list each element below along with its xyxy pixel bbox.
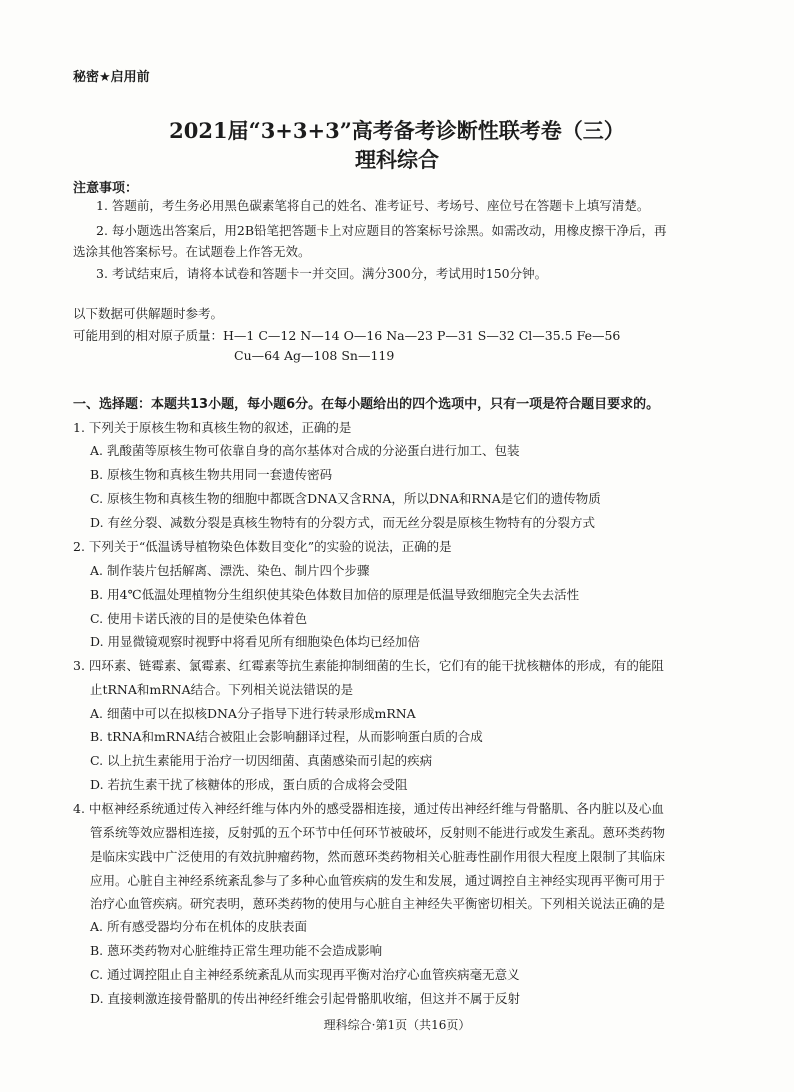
question-3-option-a: A. 细菌中可以在拟核DNA分子指导下进行转录形成mRNA	[90, 706, 416, 721]
question-4-option-d: D. 直接刺激连接骨骼肌的传出神经纤维会引起骨骼肌收缩，但这并不属于反射	[90, 991, 521, 1006]
question-2-option-a: A. 制作装片包括解离、漂洗、染色、制片四个步骤	[90, 563, 370, 578]
atomic-masses: 可能用到的相对原子质量：H—1 C—12 N—14 O—16 Na—23 P—31 S—32 Cl—35.5 Fe—56	[73, 328, 621, 343]
reference-intro: 以下数据可供解题时参考。	[73, 306, 224, 321]
question-4-stem-line4: 应用。心脏自主神经系统紊乱参与了多种心血管疾病的发生和发展，通过调控自主神经实现再平衡可用于	[90, 873, 666, 888]
question-4-stem: 4. 中枢神经系统通过传入神经纤维与体内外的感受器相连接，通过传出神经纤维与骨骼肌、各内脏以及心血	[73, 801, 664, 816]
notes-heading: 注意事项：	[73, 181, 139, 196]
question-1-option-b: B. 原核生物和真核生物共用同一套遗传密码	[90, 467, 333, 482]
question-1-option-a: A. 乳酸菌等原核生物可依靠自身的高尔基体对合成的分泌蛋白进行加工、包装	[90, 443, 520, 458]
question-3-stem-cont: 止tRNA和mRNA结合。下列相关说法错误的是	[90, 682, 354, 697]
page-footer: 理科综合·第1页（共16页）	[323, 1018, 471, 1032]
question-2-option-d: D. 用显微镜观察时视野中将看见所有细胞染色体均已经加倍	[90, 634, 421, 649]
question-3-stem: 3. 四环素、链霉素、氯霉素、红霉素等抗生素能抑制细菌的生长，它们有的能干扰核糖体的形成，有的能阻	[73, 658, 664, 673]
question-1-option-c: C. 原核生物和真核生物的细胞中都既含DNA又含RNA，所以DNA和RNA是它们的遗传物质	[90, 491, 601, 506]
question-2-option-b: B. 用4℃低温处理植物分生组织使其染色体数目加倍的原理是低温导致细胞完全失去活性	[90, 587, 580, 602]
atomic-masses-cont: Cu—64 Ag—108 Sn—119	[234, 348, 395, 363]
question-3-option-c: C. 以上抗生素能用于治疗一切因细菌、真菌感染而引起的疾病	[90, 753, 433, 768]
question-1-stem: 1. 下列关于原核生物和真核生物的叙述，正确的是	[73, 420, 352, 435]
question-2-stem: 2. 下列关于“低温诱导植物染色体数目变化”的实验的说法，正确的是	[73, 539, 452, 554]
note-item-1: 1. 答题前，考生务必用黑色碳素笔将自己的姓名、准考证号、考场号、座位号在答题卡上填写清楚。	[96, 198, 650, 213]
note-item-3: 3. 考试结束后，请将本试卷和答题卡一并交回。满分300分，考试用时150分钟。	[96, 266, 548, 281]
confidential-label: 秘密★启用前	[73, 70, 150, 85]
exam-subject: 理科综合	[355, 147, 439, 172]
question-2-option-c: C. 使用卡诺氏液的目的是使染色体着色	[90, 611, 308, 626]
question-4-stem-line2: 管系统等效应器相连接，反射弧的五个环节中任何环节被破坏，反射则不能进行或发生紊乱。蒽环类药物	[90, 825, 666, 840]
question-4-option-b: B. 蒽环类药物对心脏维持正常生理功能不会造成影响	[90, 943, 383, 958]
question-3-option-d: D. 若抗生素干扰了核糖体的形成，蛋白质的合成将会受阻	[90, 777, 408, 792]
section-heading: 一、选择题：本题共13小题，每小题6分。在每小题给出的四个选项中，只有一项是符合题目要求的。	[73, 397, 660, 412]
note-item-2-cont: 选涂其他答案标号。在试题卷上作答无效。	[73, 244, 311, 259]
question-4-stem-line3: 是临床实践中广泛使用的有效抗肿瘤药物，然而蒽环类药物相关心脏毒性副作用很大程度上限制了其临床	[90, 849, 666, 864]
question-4-option-a: A. 所有感受器均分布在机体的皮肤表面	[90, 919, 307, 934]
exam-title: 2021届“3+3+3”高考备考诊断性联考卷（三）	[169, 118, 625, 143]
question-4-stem-line5: 治疗心血管疾病。研究表明，蒽环类药物的使用与心脏自主神经失平衡密切相关。下列相关说法正确的是	[90, 896, 666, 911]
question-1-option-d: D. 有丝分裂、减数分裂是真核生物特有的分裂方式，而无丝分裂是原核生物特有的分裂方式	[90, 515, 596, 530]
question-4-option-c: C. 通过调控阻止自主神经系统紊乱从而实现再平衡对治疗心血管疾病毫无意义	[90, 967, 520, 982]
note-item-2: 2. 每小题选出答案后，用2B铅笔把答题卡上对应题目的答案标号涂黑。如需改动，用橡皮擦干净后，再	[96, 223, 667, 238]
question-3-option-b: B. tRNA和mRNA结合被阻止会影响翻译过程，从而影响蛋白质的合成	[90, 729, 483, 744]
